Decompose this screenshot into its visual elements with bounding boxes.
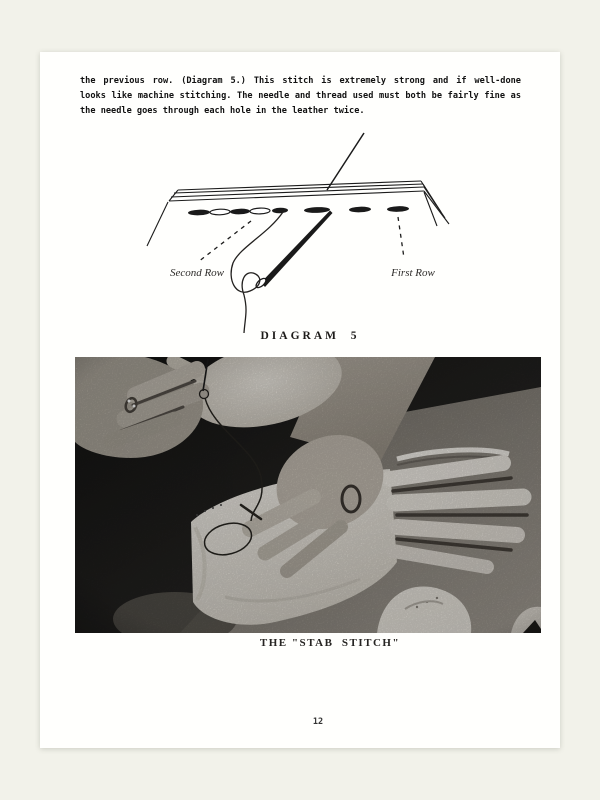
first-row-leader-line [398,217,404,258]
needle-below [261,211,333,288]
diagram-caption: DIAGRAM 5 [260,330,360,342]
body-paragraph [80,74,521,119]
page-number: 12 [312,717,324,727]
second-row-leader-line [198,221,251,262]
diagram-5-illustration [100,130,500,348]
photo-caption: THE "STAB STITCH" [259,637,401,649]
paragraph-line: the previous row. (Diagram 5.) This stitch is extremely strong and if well-done [80,76,521,86]
second-row-label: Second Row [169,267,225,279]
book-page [40,52,560,748]
stitch-holes [188,206,409,216]
photo-grain [75,357,541,633]
needle-above [327,133,364,190]
stab-stitch-photograph [75,357,541,633]
first-row-label: First Row [391,267,435,279]
paragraph-line: the needle goes through each hole in the leather twice. [80,106,365,116]
paragraph-line: looks like machine stitching. The needle and thread used must both be fairly fine as [80,91,521,101]
